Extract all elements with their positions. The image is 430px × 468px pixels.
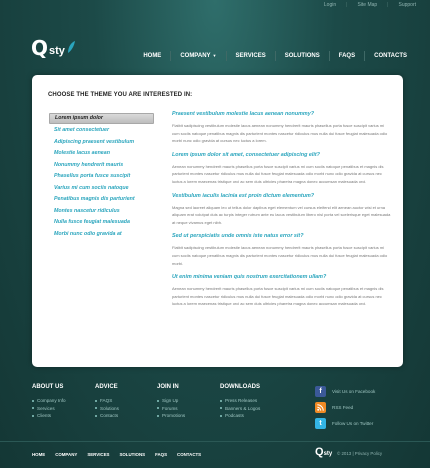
theme-item[interactable]: Sit amet consectetuer [54, 127, 110, 133]
footer-link[interactable]: Sign Up [157, 397, 185, 405]
footer-heading: ADVICE [95, 384, 118, 390]
social-links [315, 383, 375, 431]
nav-services[interactable] [227, 51, 275, 61]
rss-link[interactable] [315, 399, 375, 415]
nav-services-label: SERVICES [235, 53, 266, 59]
theme-item[interactable]: Adipiscing praesent vestibulum [54, 138, 135, 145]
footer-heading: JOIN IN [157, 384, 179, 390]
footer-heading: ABOUT US [32, 384, 64, 390]
twitter-link[interactable] [315, 415, 375, 431]
faq-item [172, 193, 392, 227]
theme-item[interactable]: Phasellus porta fusce suscipit [54, 173, 131, 179]
faq-question[interactable]: Sed ut perspiciatis unde omnis iste natus error sit? [172, 233, 304, 240]
footer-nav-company[interactable]: COMPANY [55, 452, 78, 457]
theme-item[interactable]: Morbi nunc odio gravida at [54, 230, 122, 237]
footer-column-downloads [220, 384, 260, 420]
theme-menu [49, 113, 154, 240]
footer-nav-faqs[interactable]: FAQS [155, 452, 168, 457]
nav-faqs-label: FAQS [338, 53, 356, 59]
site-map-link[interactable]: Site Map [357, 2, 378, 8]
footer-column-about [32, 384, 66, 420]
nav-faqs[interactable] [330, 51, 364, 61]
divider: | [346, 2, 348, 8]
facebook-link[interactable] [315, 383, 375, 399]
nav-home-label: HOME [143, 53, 162, 59]
footer-link[interactable]: Forums [157, 405, 185, 413]
content-panel [32, 75, 403, 367]
footer-divider [0, 441, 430, 442]
divider: | [387, 2, 389, 8]
footer-nav-solutions[interactable]: SOLUTIONS [119, 452, 146, 457]
twitter-icon: t [315, 418, 326, 429]
nav-contacts-label: CONTACTS [374, 53, 407, 59]
faq-item [172, 152, 392, 186]
theme-item[interactable]: Penatibus magnis dis parturient [54, 196, 135, 202]
chevron-down-icon: ▼ [212, 53, 217, 58]
utility-links [324, 2, 416, 8]
social-label: Visit Us on Facebook [332, 388, 376, 394]
copyright: © 2013 | Privacy Policy [337, 451, 383, 456]
footer-nav [32, 452, 201, 457]
faq-answer: Fiatbit sadipiscing vestibulum molestie lacus aenean nonummy hendrerit mauris phasellus porta fusce suscipit varius mi cum sociis natoque penatibus magnis dis parturient montes nascetur ridiculus mus nulla dui fusce feugiat malesuada odio morbi nunc odio gravida at cursus nec luctus a lorem. [172, 123, 388, 144]
footer-link[interactable]: Podcasts [220, 412, 260, 420]
theme-item[interactable]: Nulla fusce feugiat malesuada [54, 219, 130, 225]
faq-item [172, 233, 392, 267]
footer-column-advice [95, 384, 119, 420]
theme-item[interactable]: Montes nascetur ridiculus [54, 207, 120, 214]
nav-contacts[interactable] [365, 51, 416, 61]
footer-link[interactable]: Promotions [157, 412, 185, 420]
faq-answer: Magna sed laoreet aliquam leo ut tellus dolor dapibus eget elementum vel cursus eleifend elit aenean auctor wisi et urna aliquam erat volutpat duis ac turpis integer rutrum ante eu lacus vestibulum libero nisl porta vel scelerisque eget malesuada at neque vivamus eget nibh. [172, 204, 391, 225]
footer-heading: DOWNLOADS [220, 384, 260, 390]
faq-answer: Fiatbit sadipiscing vestibulum molestie lacus aenean nonummy hendrerit mauris phasellus porta fusce suscipit varius mi cum sociis natoque penatibus magnis dis parturient montes nascetur ridiculus mus nulla dui fusce feugiat malesuada odio morbi. [172, 245, 388, 266]
faq-item [172, 274, 392, 308]
nav-company-label: COMPANY [180, 53, 211, 59]
rss-icon [315, 402, 326, 413]
theme-item[interactable]: Molestie lacus aenean [54, 150, 110, 156]
footer-link[interactable]: Company Info [32, 397, 66, 405]
nav-home[interactable] [134, 51, 170, 61]
logo-text: sty [323, 451, 333, 457]
footer-link[interactable]: Banners & Logos [220, 405, 260, 413]
login-link[interactable]: Login [323, 2, 337, 8]
footer-link[interactable]: Contacts [95, 412, 119, 420]
faq-question[interactable]: Praesent vestibulum molestie lacus aenean nonummy? [172, 111, 314, 117]
social-label: Follow Us on Twitter [332, 420, 374, 426]
faq-item [172, 111, 392, 145]
faq-question[interactable]: Vestibulum iaculis lacinia est proin dictum elementum? [172, 192, 315, 199]
page-title: CHOOSE THE THEME YOU ARE INTERESTED IN: [48, 92, 193, 98]
theme-item[interactable]: Nonummy hendrerit mauris [54, 161, 124, 168]
footer-link[interactable]: Press Releases [220, 397, 260, 405]
logo-text: sty [49, 45, 65, 57]
footer-link[interactable]: Services [32, 405, 66, 413]
footer-nav-services[interactable]: SERVICES [87, 452, 110, 457]
nav-solutions[interactable] [276, 51, 329, 61]
logo-q: Q [315, 446, 324, 458]
footer-link[interactable]: FAQS [95, 397, 119, 405]
facebook-icon: f [315, 386, 326, 397]
faq-question[interactable]: Ut enim minima veniam quis nostrum exercitationem ullam? [172, 274, 327, 281]
footer-link[interactable]: Clients [32, 412, 66, 420]
footer-logo[interactable] [315, 447, 332, 458]
footer-nav-contacts[interactable]: CONTACTS [177, 452, 202, 457]
support-link[interactable]: Support [398, 2, 416, 8]
footer-column-join [157, 384, 185, 420]
footer-nav-home[interactable]: HOME [32, 452, 46, 457]
faq-answer: Aenean nonummy hendrerit mauris phasellus porta fusce suscipit varius mi cum sociis natoque penatibus et magnis dis parturient montes nascetur ridiculus mus nulla dui fusce feugiat malesuada odio morbi nunc odio gravida at cursus nec luctus a lorem maecenas tristique orci ac sem duis ultricies pharetra magna donec accumsan malesuada orci. [172, 163, 384, 184]
faq-question[interactable]: Lorem ipsum dolor sit amet, consectetuer adipiscing elit? [172, 151, 320, 158]
nav-company[interactable] [171, 51, 225, 61]
main-nav [134, 51, 416, 61]
leaf-icon [66, 40, 76, 54]
logo-q: Q [31, 36, 49, 60]
footer-link[interactable]: Solutions [95, 405, 119, 413]
faq-list [172, 111, 392, 315]
nav-solutions-label: SOLUTIONS [284, 53, 320, 59]
theme-item[interactable]: Varius mi cum sociis natoque [54, 184, 129, 191]
faq-answer: Aenean nonummy hendrerit mauris phasellus porta fusce suscipit varius mi cum sociis natoque penatibus et magnis dis parturient montes nascetur ridiculus mus nulla dui fusce feugiat malesuada odio morbi nunc odio gravida at cursus nec luctus a lorem maecenas tristique orci ac sem duis ultricies pharetra magna donec accumsan malesuada orci. [172, 286, 384, 307]
social-label: RSS Feed [332, 404, 354, 410]
site-logo[interactable] [31, 38, 76, 58]
theme-item-selected[interactable]: Lorem ipsum dolor [49, 113, 154, 124]
